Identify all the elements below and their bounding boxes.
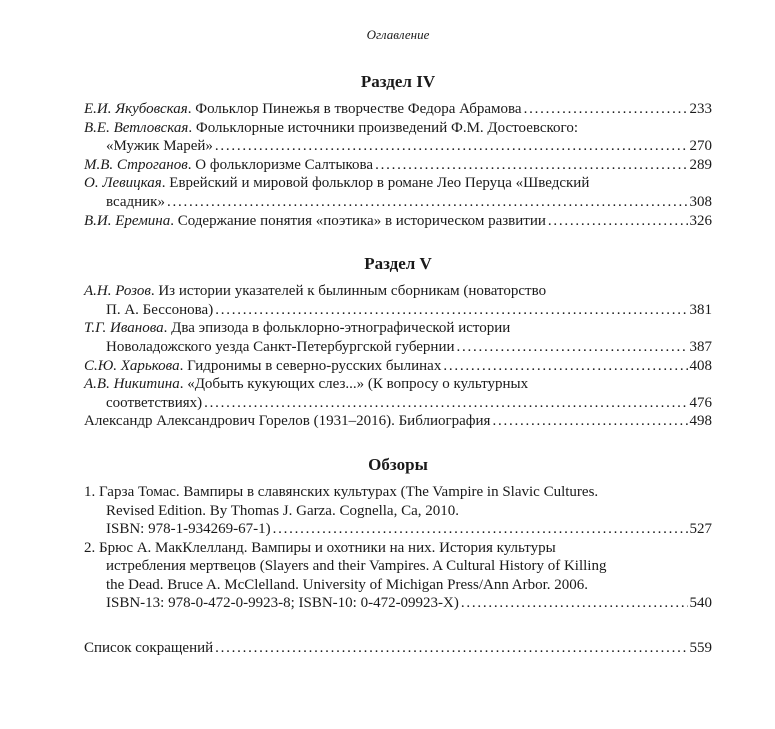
entry-title-cont: соответствиях) <box>106 394 203 411</box>
entry-title-cont: ISBN: 978-1-934269-67-1) <box>106 521 271 538</box>
toc-entry[interactable] <box>84 100 712 119</box>
entry-title: . Из истории указателей к былинным сборникам (новаторство <box>150 283 547 300</box>
page-number: 326 <box>689 212 712 229</box>
entry-author: М.В. Строганов <box>84 156 188 173</box>
entry-title-cont: «Мужик Марей» <box>106 138 213 155</box>
toc-entry-abbreviations[interactable] <box>84 639 712 658</box>
section-title-iv: Раздел IV <box>360 72 436 91</box>
entry-title: . «Добыть кукующих слез...» (К вопросу о культурных <box>179 376 529 393</box>
entry-author: В.И. Еремина <box>84 212 171 229</box>
entry-title-cont: ISBN-13: 978-0-472-0-9923-8; ISBN-10: 0-472-09923-X) <box>106 595 459 612</box>
toc-entry[interactable] <box>84 357 712 376</box>
page-number: 559 <box>689 640 712 657</box>
entry-author: Т.Г. Иванова <box>84 320 164 337</box>
toc-entry[interactable] <box>84 375 712 412</box>
toc-entry[interactable] <box>84 212 712 231</box>
entry-title: Александр Александрович Горелов (1931–2016). Библиография <box>84 413 491 430</box>
toc-entry[interactable] <box>84 174 712 211</box>
running-head: Оглавление <box>366 27 430 42</box>
leader-dots <box>167 193 688 212</box>
entry-title-cont: истребления мертвецов (Slayers and their Vampires. A Cultural History of Killing <box>106 558 607 575</box>
page-number: 381 <box>689 301 712 318</box>
leader-dots <box>548 212 688 231</box>
section-title-v: Раздел V <box>364 254 432 274</box>
entry-author: А.В. Никитина <box>84 376 180 393</box>
entry-title-cont: П. А. Бессонова) <box>106 301 214 318</box>
entry-author: С.Ю. Харькова <box>84 357 180 374</box>
leader-dots <box>461 594 688 613</box>
entry-author: В.Е. Ветловская <box>84 119 189 136</box>
entry-author: Е.И. Якубовская <box>84 101 188 117</box>
page-number: 476 <box>689 394 712 411</box>
leader-dots <box>273 520 688 539</box>
entry-title-cont: the Dead. Bruce A. McClelland. University of Michigan Press/Ann Arbor. 2006. <box>106 576 589 593</box>
entry-title: . Фольклор Пинежья в творчестве Федора Абрамова <box>187 101 522 117</box>
page-number: 527 <box>689 521 712 538</box>
entry-title-cont: всадник» <box>106 193 165 210</box>
entry-title: . Еврейский и мировой фольклор в романе Лео Перуца «Шведский <box>161 175 590 192</box>
entry-author: А.Н. Розов <box>84 283 151 300</box>
page-number: 408 <box>689 357 712 374</box>
entry-author: О. Левицкая <box>84 175 162 192</box>
toc-entry[interactable] <box>84 282 712 319</box>
leader-dots <box>524 100 688 119</box>
leader-dots <box>457 338 688 357</box>
entry-title: 2. Брюс А. МакКлелланд. Вампиры и охотники на них. История культуры <box>84 539 556 556</box>
toc-entry[interactable] <box>84 319 712 356</box>
entry-title: Список сокращений <box>84 640 214 657</box>
entry-title: . О фольклоризме Салтыкова <box>187 156 374 173</box>
leader-dots <box>215 639 687 658</box>
page-number: 270 <box>689 138 712 155</box>
toc-entry[interactable] <box>84 539 712 613</box>
leader-dots <box>375 156 687 175</box>
page-number: 308 <box>689 193 712 210</box>
toc-entry[interactable] <box>84 412 712 431</box>
page-number: 498 <box>689 413 712 430</box>
leader-dots <box>492 412 687 431</box>
page-number: 387 <box>689 338 712 355</box>
entry-title: . Содержание понятия «поэтика» в историческом развитии <box>170 212 546 229</box>
page-number: 233 <box>689 101 712 117</box>
toc-entry[interactable] <box>84 119 712 156</box>
entry-title: . Фольклорные источники произведений Ф.М. Достоевского: <box>188 119 579 136</box>
entry-title-cont: Revised Edition. By Thomas J. Garza. Cognella, Ca, 2010. <box>106 502 460 519</box>
toc-entry[interactable] <box>84 483 712 539</box>
entry-title: . Гидронимы в северно-русских былинах <box>179 357 442 374</box>
entry-title: 1. Гарза Томас. Вампиры в славянских культурах (The Vampire in Slavic Cultures. <box>84 483 599 500</box>
section-title-reviews: Обзоры <box>368 454 428 474</box>
toc-entry[interactable] <box>84 156 712 175</box>
leader-dots <box>215 137 688 156</box>
leader-dots <box>215 301 687 320</box>
page-number: 540 <box>689 595 712 612</box>
leader-dots <box>443 357 687 376</box>
leader-dots <box>204 394 687 413</box>
entry-title: . Два эпизода в фольклорно-этнографической истории <box>163 320 511 337</box>
entry-title-cont: Новоладожского уезда Санкт-Петербургской губернии <box>106 338 455 355</box>
page-number: 289 <box>689 156 712 173</box>
